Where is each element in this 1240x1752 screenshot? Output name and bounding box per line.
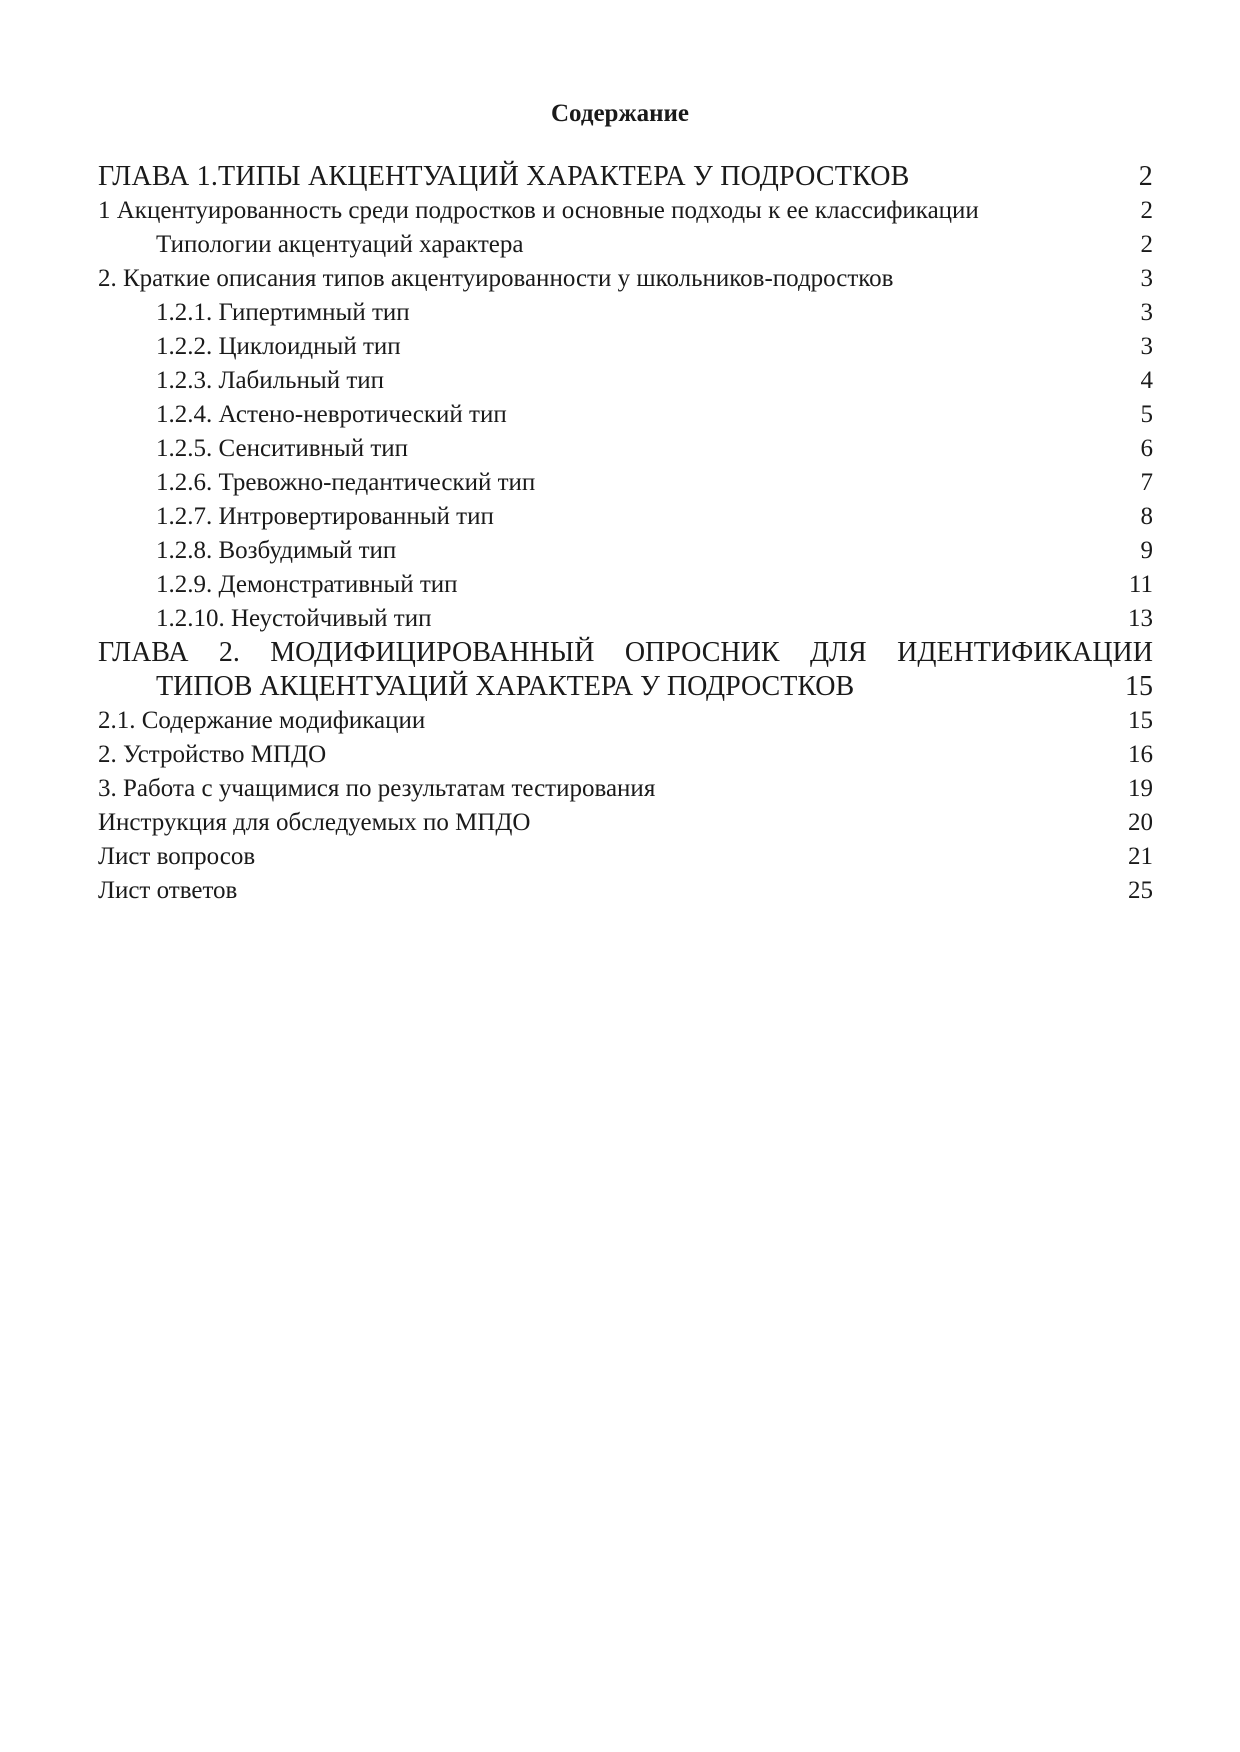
toc-entry-label: 1.2.3. Лабильный тип bbox=[156, 367, 385, 394]
toc-page-number: 19 bbox=[1128, 775, 1153, 802]
toc-entry-label: 1.2.7. Интровертированный тип bbox=[156, 503, 494, 530]
toc-entry-label: 1.2.8. Возбудимый тип bbox=[156, 537, 397, 564]
toc-entry-chapter-2[interactable] bbox=[98, 636, 1153, 704]
toc-entry-label: ГЛАВА 1.ТИПЫ АКЦЕНТУАЦИЙ ХАРАКТЕРА У ПОДРОСТКОВ bbox=[98, 161, 910, 192]
toc-entry[interactable] bbox=[98, 432, 1153, 466]
toc-entry-label: 1.2.4. Астено-невротический тип bbox=[156, 401, 507, 428]
toc-entry[interactable] bbox=[98, 398, 1153, 432]
toc-entry-label: 1.2.6. Тревожно-педантический тип bbox=[156, 469, 536, 496]
toc-entry-label: 1.2.2. Циклоидный тип bbox=[156, 333, 401, 360]
toc-entry[interactable] bbox=[98, 500, 1153, 534]
toc-entry[interactable] bbox=[98, 364, 1153, 398]
toc-entry-label: 2. Краткие описания типов акцентуированности у школьников-подростков bbox=[98, 265, 894, 292]
toc-page-number: 2 bbox=[1140, 231, 1153, 258]
toc-page-number: 25 bbox=[1128, 877, 1153, 904]
toc-entry[interactable] bbox=[98, 330, 1153, 364]
toc-entry-label: Типологии акцентуаций характера bbox=[156, 231, 524, 258]
toc-entry[interactable] bbox=[98, 602, 1153, 636]
toc-entry[interactable] bbox=[98, 806, 1153, 840]
toc-entry[interactable] bbox=[98, 262, 1153, 296]
toc-page-number: 3 bbox=[1140, 265, 1153, 292]
toc-entry-label: Лист ответов bbox=[98, 877, 238, 904]
toc-entry-label: 3. Работа с учащимися по результатам тестирования bbox=[98, 775, 656, 802]
toc-page-number: 20 bbox=[1128, 809, 1153, 836]
table-of-contents bbox=[98, 160, 1153, 908]
toc-page-number: 3 bbox=[1140, 333, 1153, 360]
toc-page-number: 5 bbox=[1140, 401, 1153, 428]
toc-entry-label: 2. Устройство МПДО bbox=[98, 741, 327, 768]
toc-entry[interactable] bbox=[98, 228, 1153, 262]
toc-entry[interactable] bbox=[98, 840, 1153, 874]
toc-page-number: 9 bbox=[1140, 537, 1153, 564]
toc-section-2 bbox=[98, 704, 1153, 908]
toc-entry-label: Инструкция для обследуемых по МПДО bbox=[98, 809, 531, 836]
toc-page-number: 6 bbox=[1140, 435, 1153, 462]
toc-entry-label: 1.2.9. Демонстративный тип bbox=[156, 571, 458, 598]
toc-entry[interactable] bbox=[98, 296, 1153, 330]
toc-entry-label: ТИПОВ АКЦЕНТУАЦИЙ ХАРАКТЕРА У ПОДРОСТКОВ bbox=[156, 671, 855, 702]
toc-entry[interactable] bbox=[98, 874, 1153, 908]
toc-entry-label: Лист вопросов bbox=[98, 843, 256, 870]
toc-entry-label: 1.2.1. Гипертимный тип bbox=[156, 299, 410, 326]
toc-entry[interactable] bbox=[98, 466, 1153, 500]
toc-page-number: 16 bbox=[1128, 741, 1153, 768]
toc-page-number: 3 bbox=[1140, 299, 1153, 326]
toc-entry-label: ГЛАВА 2. МОДИФИЦИРОВАННЫЙ ОПРОСНИК ДЛЯ ИДЕНТИФИКАЦИИ bbox=[98, 637, 1153, 668]
toc-page-number: 4 bbox=[1140, 367, 1153, 394]
toc-page-number: 21 bbox=[1128, 843, 1153, 870]
toc-page-number: 2 bbox=[1140, 197, 1153, 224]
toc-entry[interactable] bbox=[98, 772, 1153, 806]
toc-page-number: 7 bbox=[1140, 469, 1153, 496]
toc-page-number: 8 bbox=[1140, 503, 1153, 530]
toc-page-number: 2 bbox=[1138, 161, 1153, 192]
toc-entry[interactable] bbox=[98, 704, 1153, 738]
toc-entry[interactable] bbox=[98, 568, 1153, 602]
toc-page-number: 11 bbox=[1128, 571, 1153, 598]
toc-page-number: 13 bbox=[1128, 605, 1153, 632]
toc-entry-label: 1.2.10. Неустойчивый тип bbox=[156, 605, 432, 632]
toc-section-1 bbox=[98, 160, 1153, 636]
page-title: Содержание bbox=[550, 100, 689, 127]
toc-entry[interactable] bbox=[98, 160, 1153, 194]
toc-entry-label: 1.2.5. Сенситивный тип bbox=[156, 435, 409, 462]
toc-entry[interactable] bbox=[98, 738, 1153, 772]
toc-entry[interactable] bbox=[98, 194, 1153, 228]
toc-entry-label: 1 Акцентуированность среди подростков и основные подходы к ее классификации bbox=[98, 197, 979, 224]
toc-entry-label: 2.1. Содержание модификации bbox=[98, 707, 426, 734]
toc-page-number: 15 bbox=[1125, 671, 1153, 702]
toc-page-number: 15 bbox=[1128, 707, 1153, 734]
toc-entry[interactable] bbox=[98, 534, 1153, 568]
